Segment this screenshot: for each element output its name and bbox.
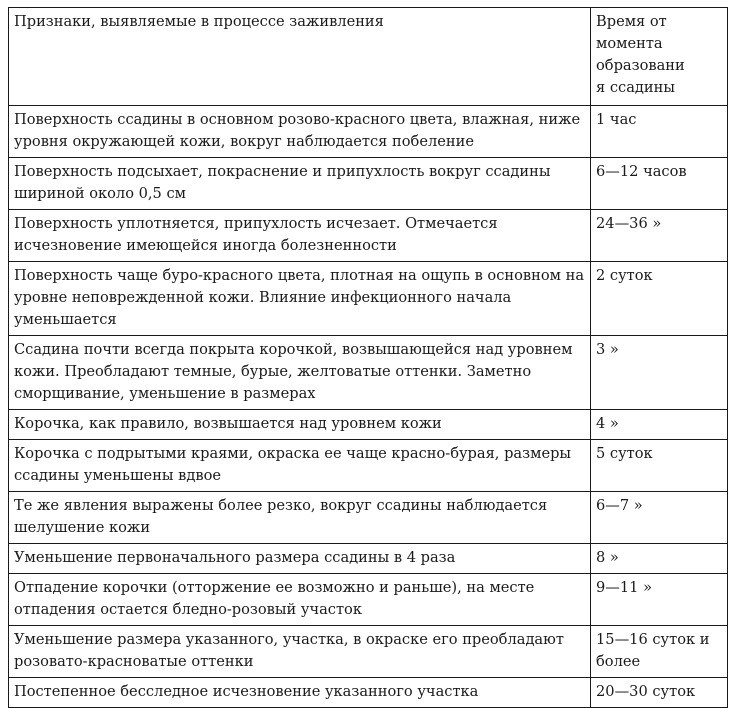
- table-row: [9, 336, 728, 410]
- row-sign: Ссадина почти всегда покрыта корочкой, возвышающейся над уровнем кожи. Преобладают темные, бурые, желтоватые оттенки. Заметно сморщивание, уменьшение в размерах: [9, 336, 591, 410]
- row-sign: Уменьшение первоначального размера ссадины в 4 раза: [9, 544, 591, 574]
- row-sign: Корочка с подрытыми краями, окраска ее чаще красно-бурая, размеры ссадины уменьшены вдвое: [9, 440, 591, 492]
- table-row: [9, 492, 728, 544]
- row-time: 6—7 »: [591, 492, 728, 544]
- row-time: 4 »: [591, 410, 728, 440]
- row-sign: Поверхность подсыхает, покраснение и припухлость вокруг ссадины шириной около 0,5 см: [9, 158, 591, 210]
- row-time: 5 суток: [591, 440, 728, 492]
- row-sign: Постепенное бесследное исчезновение указанного участка: [9, 678, 591, 708]
- table-row: [9, 574, 728, 626]
- row-time: 24—36 »: [591, 210, 728, 262]
- row-sign: Корочка, как правило, возвышается над уровнем кожи: [9, 410, 591, 440]
- table-row: [9, 410, 728, 440]
- table-row: [9, 106, 728, 158]
- row-time: 20—30 суток: [591, 678, 728, 708]
- row-time: 1 час: [591, 106, 728, 158]
- row-time: 8 »: [591, 544, 728, 574]
- row-sign: Поверхность уплотняется, припухлость исчезает. Отмечается исчезновение имеющейся иногда болезненности: [9, 210, 591, 262]
- row-sign: Поверхность чаще буро-красного цвета, плотная на ощупь в основном на уровне неповрежденной кожи. Влияние инфекционного начала уменьшается: [9, 262, 591, 336]
- row-time: 2 суток: [591, 262, 728, 336]
- table-row: [9, 262, 728, 336]
- row-sign: Уменьшение размера указанного, участка, в окраске его преобладают розовато-красноватые оттенки: [9, 626, 591, 678]
- row-sign: Поверхность ссадины в основном розово-красного цвета, влажная, ниже уровня окружающей кожи, вокруг наблюдается побеление: [9, 106, 591, 158]
- row-sign: Отпадение корочки (отторжение ее возможно и раньше), на месте отпадения остается бледно-розовый участок: [9, 574, 591, 626]
- row-time: 6—12 часов: [591, 158, 728, 210]
- row-time: 9—11 »: [591, 574, 728, 626]
- table-row: [9, 626, 728, 678]
- table-row: [9, 544, 728, 574]
- row-time: 15—16 суток и более: [591, 626, 728, 678]
- healing-table: [8, 7, 728, 708]
- header-time: Время от момента образования ссадины: [591, 8, 728, 106]
- table-header-row: [9, 8, 728, 106]
- row-sign: Те же явления выражены более резко, вокруг ссадины наблюдается шелушение кожи: [9, 492, 591, 544]
- table-row: [9, 440, 728, 492]
- table-row: [9, 158, 728, 210]
- table-row: [9, 678, 728, 708]
- table-row: [9, 210, 728, 262]
- row-time: 3 »: [591, 336, 728, 410]
- header-signs: Признаки, выявляемые в процессе заживления: [9, 8, 591, 106]
